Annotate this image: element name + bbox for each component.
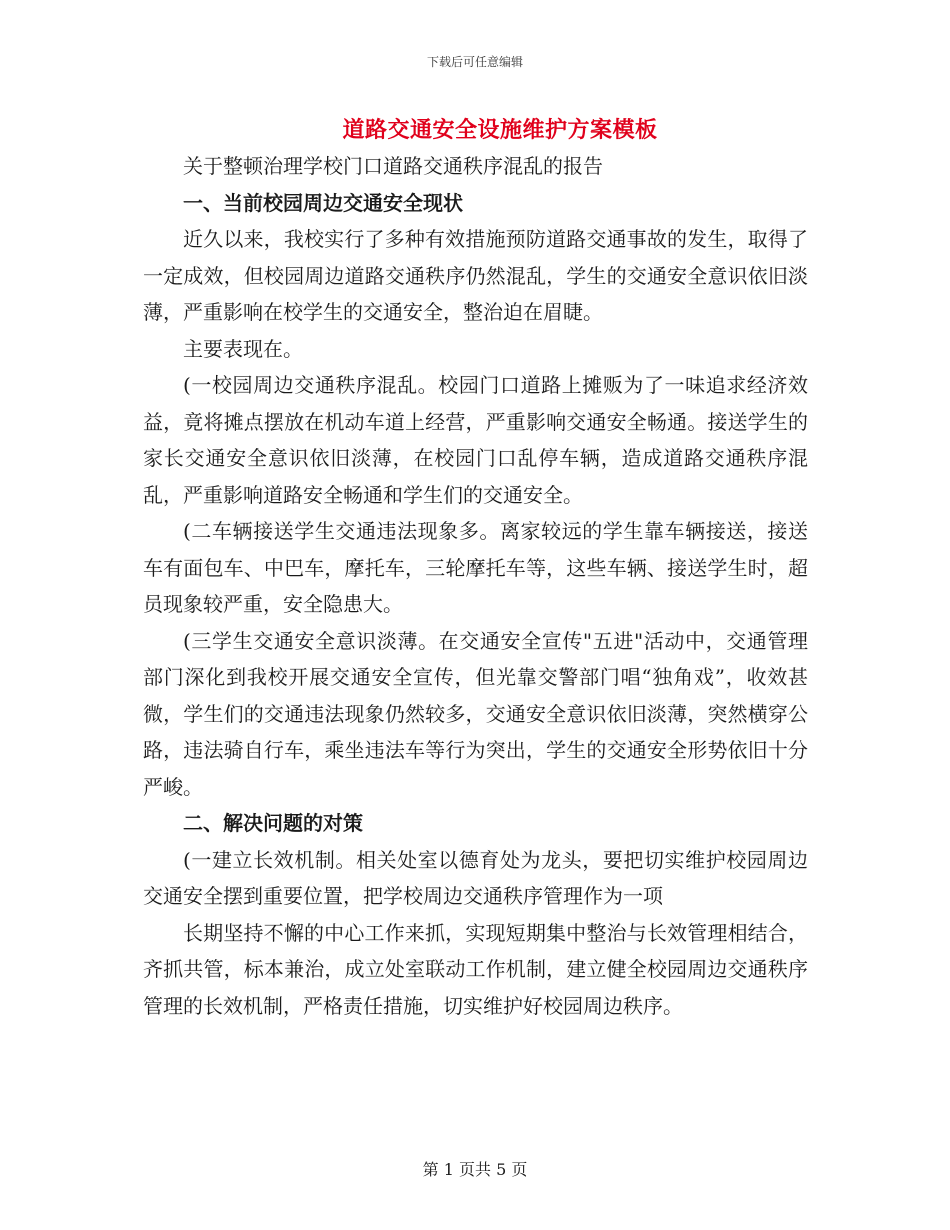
header-note: 下载后可任意编辑	[426, 55, 523, 69]
paragraph-main-points: 主要表现在。	[183, 336, 303, 361]
paragraph-long-term-mechanism: (一建立长效机制。相关处室以德育处为龙头，要把切实维护校园周边交通安全摆到重要位置，把学校周边交通秩序管理作为一项	[143, 847, 808, 908]
paragraph-vehicle-violations: (二车辆接送学生交通违法现象多。离家较远的学生靠车辆接送，接送车有面包车、中巴车，摩托车，三轮摩托车等，这些车辆、接送学生时，超员现象较严重，安全隐患大。	[143, 519, 808, 616]
page-number: 第 1 页共 5 页	[422, 1160, 528, 1179]
paragraph-safety-awareness: (三学生交通安全意识淡薄。在交通安全宣传"五进"活动中，交通管理部门深化到我校开展交通安全宣传，但光靠交警部门唱“独角戏”，收效甚微，学生们的交通违法现象仍然较多，交通安全意识依旧淡薄，突然横穿公路，违法骑自行车，乘坐违法车等行为突出，学生的交通安全形势依旧十分严峻。	[143, 628, 808, 799]
paragraph-overview: 近久以来，我校实行了多种有效措施预防道路交通事故的发生，取得了一定成效，但校园周边道路交通秩序仍然混乱，学生的交通安全意识依旧淡薄，严重影响在校学生的交通安全，整治迫在眉睫。	[143, 227, 808, 324]
report-subtitle: 关于整顿治理学校门口道路交通秩序混乱的报告	[183, 154, 603, 178]
paragraph-traffic-disorder: (一校园周边交通秩序混乱。校园门口道路上摊贩为了一味追求经济效益，竟将摊点摆放在机动车道上经营，严重影响交通安全畅通。接送学生的家长交通安全意识依旧淡薄，在校园门口乱停车辆，造成道路交通秩序混乱，严重影响道路安全畅通和学生们的交通安全。	[143, 373, 808, 507]
paragraph-long-term-continued: 长期坚持不懈的中心工作来抓，实现短期集中整治与长效管理相结合，齐抓共管，标本兼治，成立处室联动工作机制，建立健全校园周边交通秩序管理的长效机制，严格责任措施，切实维护好校园周边秩序。	[143, 920, 808, 1018]
document-body	[143, 148, 808, 1024]
section-heading-current-status: 一、当前校园周边交通安全现状	[183, 190, 463, 215]
document-title: 道路交通安全设施维护方案模板	[342, 117, 658, 143]
section-heading-countermeasures: 二、解决问题的对策	[183, 811, 363, 835]
